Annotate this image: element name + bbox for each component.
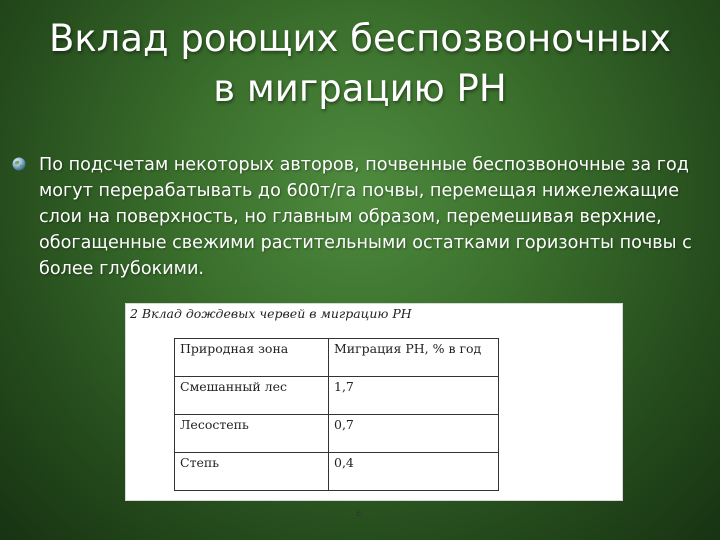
table-header-row — [175, 339, 499, 377]
header-migration: Миграция РН, % в год — [329, 339, 499, 377]
page-number: 6 — [356, 509, 362, 518]
document-excerpt — [125, 303, 623, 501]
table-caption: 2 Вклад дождевых червей в миграцию РН — [130, 306, 412, 321]
title-line-1: Вклад роющих беспозвоночных — [48, 17, 672, 60]
slide-title — [10, 14, 710, 114]
cell-migration: 1,7 — [329, 377, 499, 415]
table-row — [175, 377, 499, 415]
cell-migration: 0,7 — [329, 415, 499, 453]
globe-bullet-icon — [12, 157, 26, 171]
bullet-text: По подсчетам некоторых авторов, почвенные беспозвоночные за год могут перерабатывать до 600т/га почвы, перемещая нижележащие слои на поверхность, но главным образом, перемешивая верхние, обогащенные свежими растительными остатками горизонты почвы с более глубокими. — [39, 155, 692, 279]
title-line-2: в миграцию РН — [213, 67, 507, 110]
migration-table — [174, 338, 499, 491]
cell-migration: 0,4 — [329, 453, 499, 491]
table-row — [175, 453, 499, 491]
cell-zone: Смешанный лес — [175, 377, 329, 415]
header-zone: Природная зона — [175, 339, 329, 377]
cell-zone: Лесостепь — [175, 415, 329, 453]
table-row — [175, 415, 499, 453]
cell-zone: Степь — [175, 453, 329, 491]
